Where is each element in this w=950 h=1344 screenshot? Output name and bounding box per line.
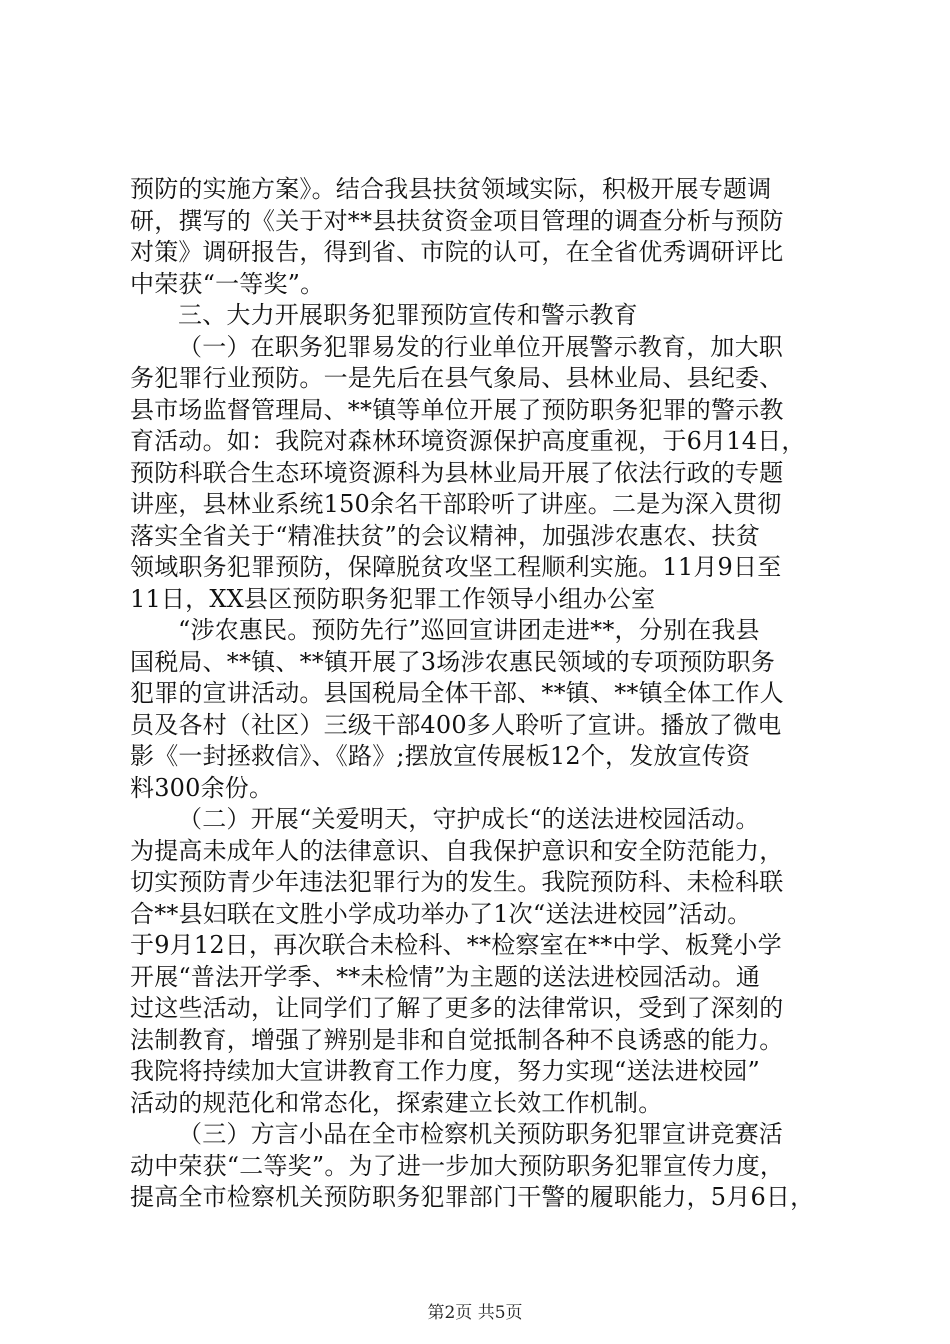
text-line: 料300余份。: [130, 773, 274, 802]
text-line: 落实全省关于“精准扶贫”的会议精神，加强涉农惠农、扶贫: [130, 521, 760, 550]
text-line: 研，撰写的《关于对**县扶贫资金项目管理的调查分析与预防: [130, 206, 784, 235]
text-line: 育活动。如：我院对森林环境资源保护高度重视，于6月14日，: [130, 427, 806, 455]
text-line: 为提高未成年人的法律意识、自我保护意识和安全防范能力，: [130, 836, 784, 865]
text-line: 合**县妇联在文胜小学成功举办了1次“送法进校园”活动。: [130, 899, 752, 928]
text-line: 预防科联合生态环境资源科为县林业局开展了依法行政的专题: [130, 458, 784, 487]
text-line: （三）方言小品在全市检察机关预防职务犯罪宣讲竞赛活: [178, 1120, 783, 1148]
text-line: （二）开展“关爱明天，守护成长“的送法进校园活动。: [178, 805, 760, 833]
text-line: 务犯罪行业预防。一是先后在县气象局、县林业局、县纪委、: [130, 364, 784, 392]
text-line: 11日，XX县区预防职务犯罪工作领导小组办公室: [130, 584, 656, 613]
text-line: 员及各村（社区）三级干部400多人聆听了宣讲。播放了微电: [130, 710, 782, 739]
text-line: 法制教育，增强了辨别是非和自觉抵制各种不良诱惑的能力。: [130, 1025, 784, 1054]
text-line: 县市场监督管理局、**镇等单位开展了预防职务犯罪的警示教: [130, 395, 784, 424]
text-line: 开展“普法开学季、**未检情”为主题的送法进校园活动。通: [130, 962, 761, 991]
text-line: 过这些活动，让同学们了解了更多的法律常识，受到了深刻的: [130, 994, 784, 1022]
text-line: 讲座，县林业系统150余名干部聆听了讲座。二是为深入贯彻: [130, 490, 782, 518]
text-line: 对策》调研报告，得到省、市院的认可，在全省优秀调研评比: [130, 238, 784, 266]
text-line: 切实预防青少年违法犯罪行为的发生。我院预防科、未检科联: [130, 868, 784, 896]
text-line: 于9月12日，再次联合未检科、**检察室在**中学、板凳小学: [130, 931, 782, 959]
text-line: 犯罪的宣讲活动。县国税局全体干部、**镇、**镇全体工作人: [130, 679, 784, 707]
text-line: 领域职务犯罪预防，保障脱贫攻坚工程顺利实施。11月9日至: [130, 553, 782, 581]
text-line: “涉农惠民。预防先行”巡回宣讲团走进**，分别在我县: [178, 616, 760, 644]
text-line: 三、大力开展职务犯罪预防宣传和警示教育: [178, 301, 638, 329]
text-line: 预防的实施方案》。结合我县扶贫领域实际，积极开展专题调: [130, 175, 772, 203]
text-line: 中荣获“一等奖”。: [130, 269, 325, 298]
text-line: 国税局、**镇、**镇开展了3场涉农惠民领域的专项预防职务: [130, 647, 776, 676]
text-line: 影《一封拯救信》、《路》;摆放宣传展板12个，发放宣传资: [130, 742, 751, 770]
text-line: （一）在职务犯罪易发的行业单位开展警示教育，加大职: [178, 332, 783, 361]
text-line: 活动的规范化和常态化，探索建立长效工作机制。: [130, 1088, 663, 1117]
text-line: 动中荣获“二等奖”。为了进一步加大预防职务犯罪宣传力度，: [130, 1151, 785, 1180]
text-line: 我院将持续加大宣讲教育工作力度，努力实现“送法进校园”: [130, 1057, 760, 1085]
text-line: 提高全市检察机关预防职务犯罪部门干警的履职能力，5月6日，: [130, 1183, 815, 1211]
document-body: [130, 174, 830, 1214]
page-footer: 第2页 共5页: [427, 1303, 523, 1323]
